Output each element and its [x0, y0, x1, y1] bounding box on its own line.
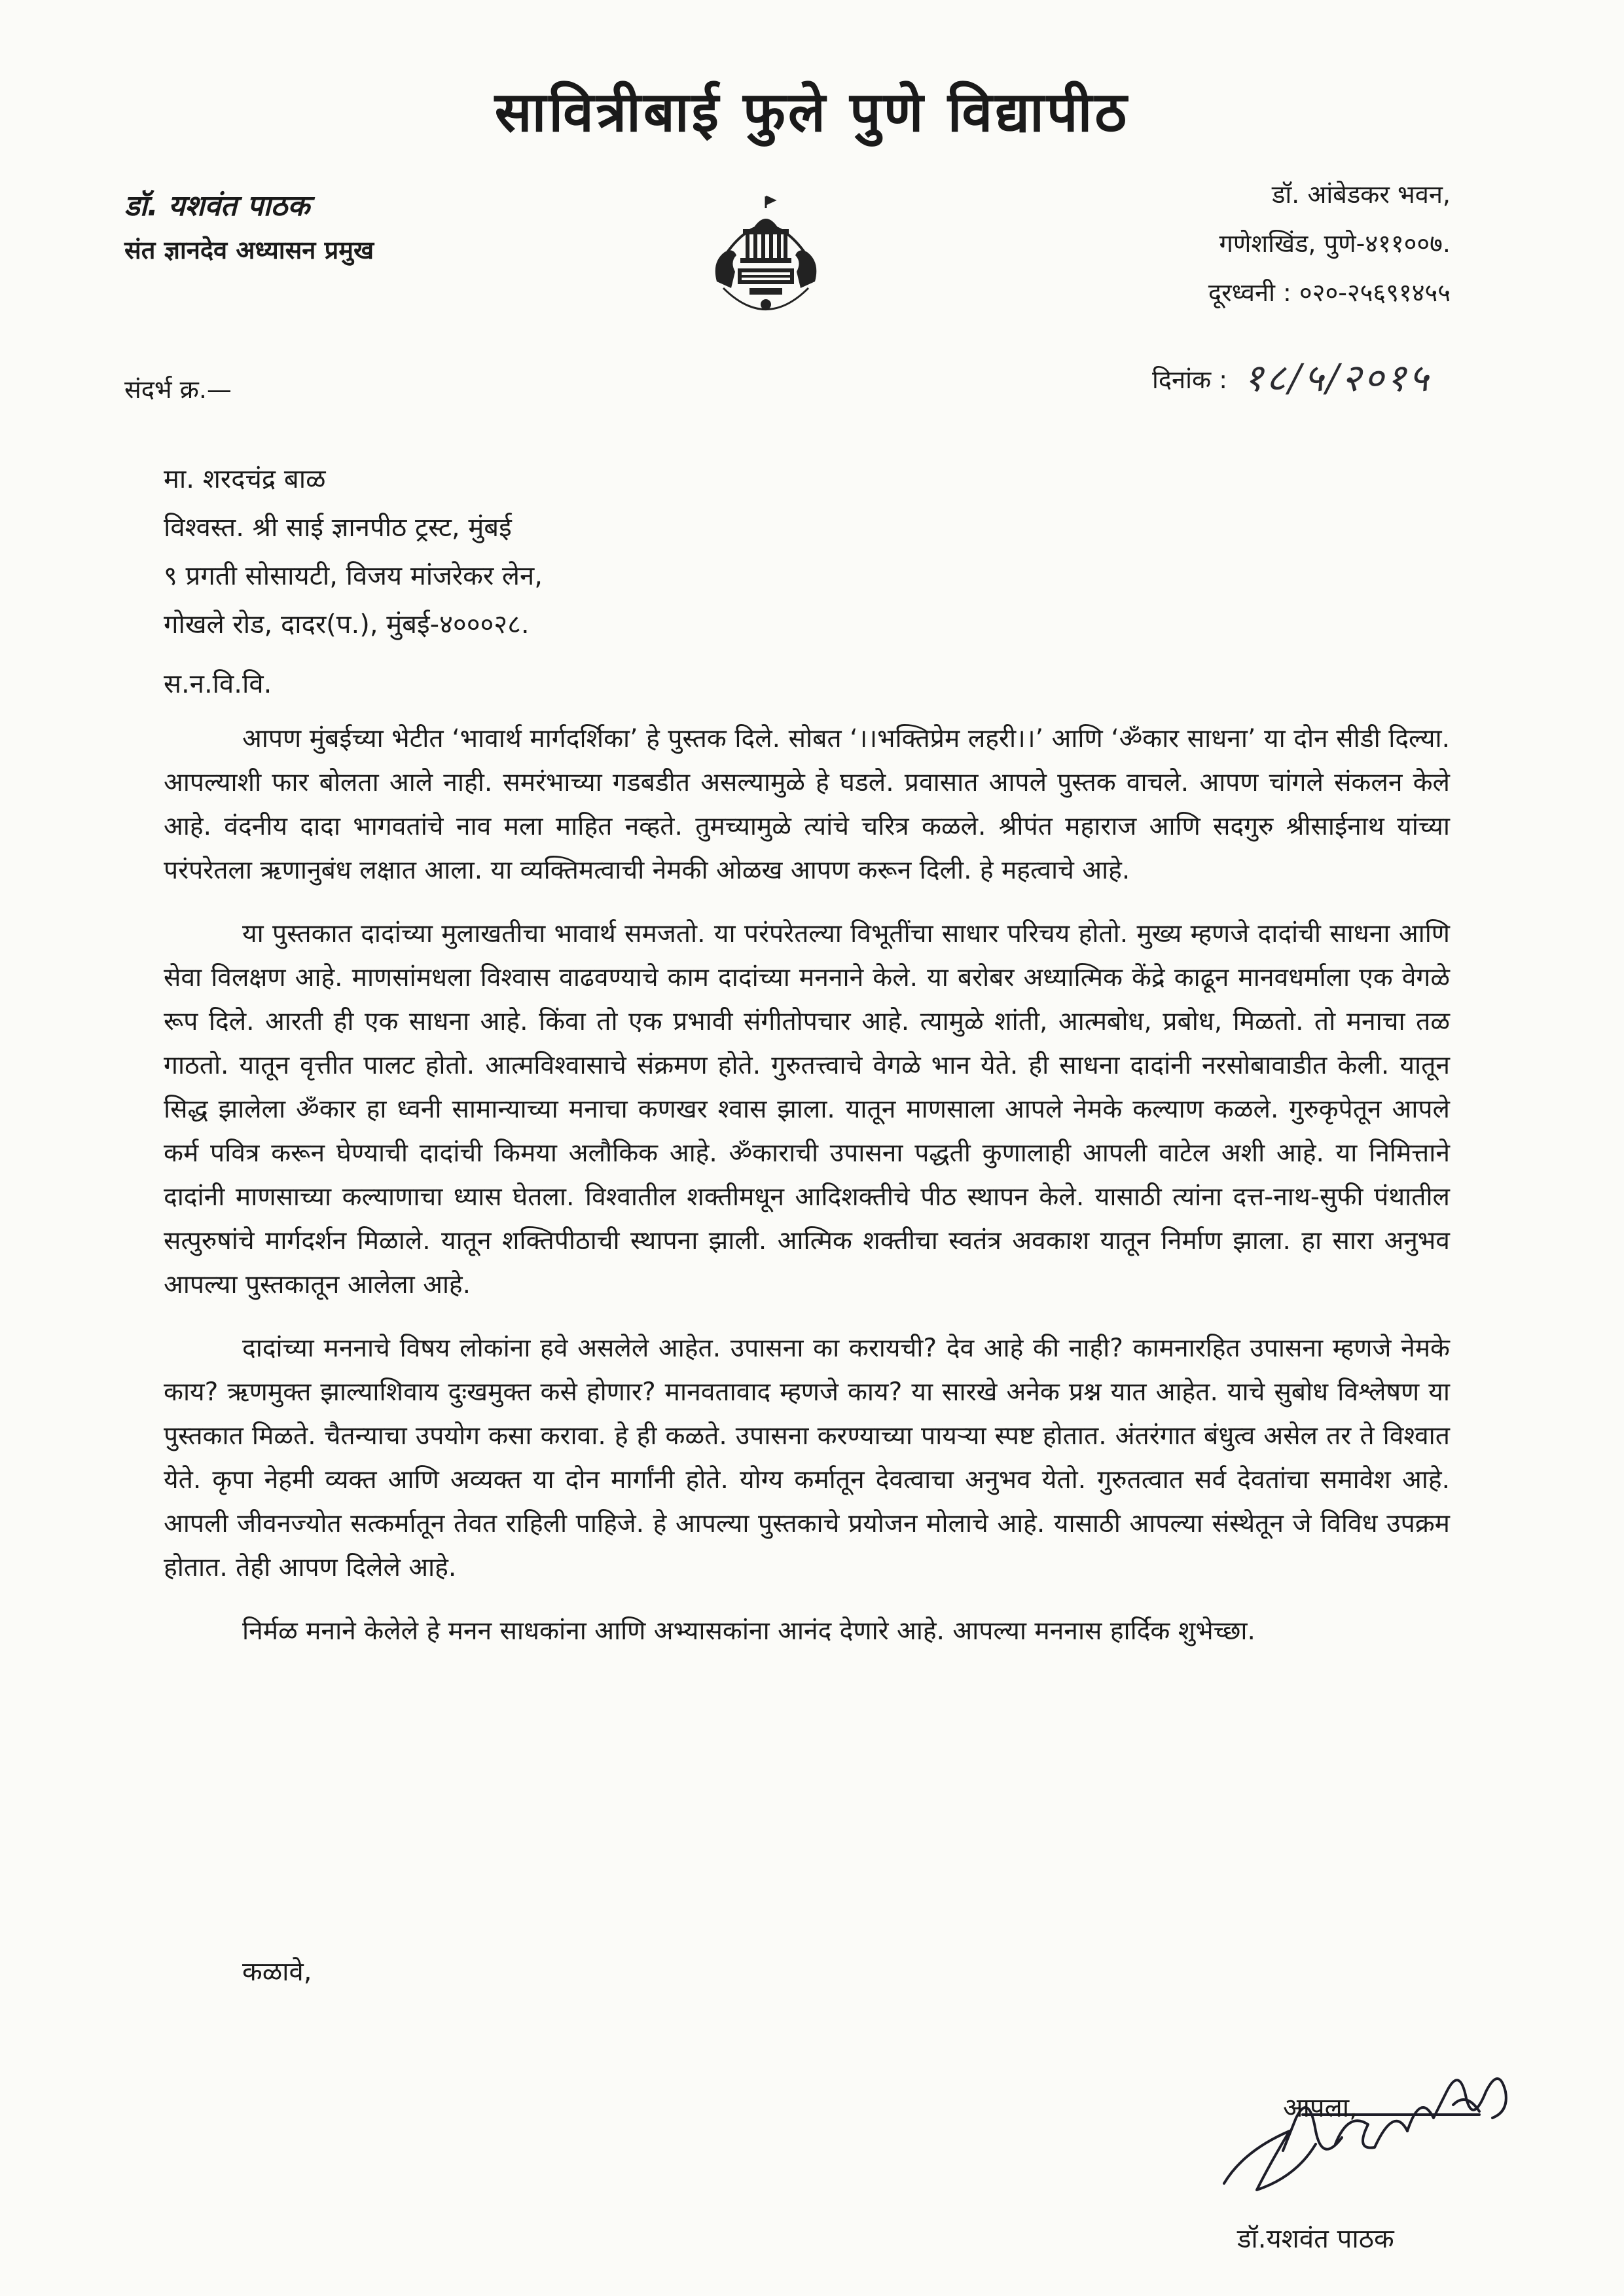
university-title: सावित्रीबाई फुले पुणे विद्यापीठ [494, 80, 1130, 144]
address-line-2: गणेशखिंड, पुणे-४११००७. [1219, 229, 1451, 258]
phone-line: दूरध्वनी : ०२०-२५६९१४५५ [1208, 278, 1451, 307]
sender-designation: संत ज्ञानदेव अध्यासन प्रमुख [124, 236, 374, 264]
address-line-1: डॉ. आंबेडकर भवन, [1271, 180, 1451, 209]
recipient-line: विश्वस्त. श्री साई ज्ञानपीठ ट्रस्ट, मुंबई [164, 513, 512, 543]
recipient-line: मा. शरदचंद्र बाळ [164, 464, 326, 494]
handwritten-signature-icon [1218, 2052, 1519, 2203]
reference-number: संदर्भ क्र.— [124, 375, 232, 404]
body-paragraph: निर्मळ मनाने केलेले हे मनन साधकांना आणि अभ्यासकांना आनंद देणारे आहे. आपल्या मननास हार्दिक शुभेच्छा. [242, 1616, 1255, 1646]
body-paragraph: आपण मुंबईच्या भेटीत ‘भावार्थ मार्गदर्शिका’ हे पुस्तक दिले. सोबत ‘।।भक्तिप्रेम लहरी।।’ आणि ‘ॐकार साधना’ या दोन सीडी दिल्या. आपल्याशी फार बोलता आले नाही. समरंभाच्या गडबडीत असल्यामुळे हे घडले. प्रवासात आपले पुस्तक वाचले. आपण चांगले संकलन केले आहे. वंदनीय दादा भागवतांचे नाव मला माहित नव्हते. तुमच्यामुळे त्यांचे चरित्र कळले. श्रीपंत महाराज आणि सदगुरु श्रीसाईनाथ यांच्या परंपरेतला ऋणानुबंध लक्षात आला. या व्यक्तिमत्वाची नेमकी ओळख आपण करून दिली. हे महत्वाचे आहे. [164, 724, 1450, 885]
recipient-line: गोखले रोड, दादर(प.), मुंबई-४०००२८. [164, 610, 530, 640]
closing-text: कळावे, [242, 1957, 312, 1987]
date-value-handwritten: १८/५/२०१५ [1244, 355, 1432, 400]
sender-name: डॉ. यशवंत पाठक [124, 189, 310, 223]
letter-body [164, 717, 1450, 1673]
recipient-line: ९ प्रगती सोसायटी, विजय मांजरेकर लेन, [164, 561, 543, 591]
date-label: दिनांक : [1152, 365, 1228, 394]
body-paragraph: दादांच्या मननाचे विषय लोकांना हवे असलेले आहेत. उपासना का करायची? देव आहे की नाही? कामनारहित उपासना म्हणजे नेमके काय? ऋणमुक्त झाल्याशिवाय दुःखमुक्त कसे होणार? मानवतावाद म्हणजे काय? या सारखे अनेक प्रश्न यात आहेत. याचे सुबोध विश्लेषण या पुस्तकात मिळते. चैतन्याचा उपयोग कसा करावा. हे ही कळते. उपासना करण्याच्या पायऱ्या स्पष्ट होतात. अंतरंगात बंधुत्व असेल तर ते विश्वात येते. कृपा नेहमी व्यक्त आणि अव्यक्त या दोन मार्गांनी होते. योग्य कर्मातून देवत्वाचा अनुभव येतो. गुरुतत्वात सर्व देवतांचा समावेश आहे. आपली जीवनज्योत सत्कर्मातून तेवत राहिली पाहिजे. हे आपल्या पुस्तकाचे प्रयोजन मोलाचे आहे. यासाठी आपल्या संस्थेतून जे विविध उपक्रम होतात. तेही आपण दिलेले आहे. [164, 1334, 1450, 1582]
signatory-name: डॉ.यशवंत पाठक [1237, 2224, 1394, 2254]
salutation: स.न.वि.वि. [164, 669, 272, 699]
body-paragraph: या पुस्तकात दादांच्या मुलाखतीचा भावार्थ समजतो. या परंपरेतल्या विभूतींचा साधार परिचय होतो. मुख्य म्हणजे दादांची साधना आणि सेवा विलक्षण आहे. माणसांमधला विश्वास वाढवण्याचे काम दादांच्या मननाने केले. या बरोबर अध्यात्मिक केंद्रे काढून मानवधर्माला एक वेगळे रूप दिले. आरती ही एक साधना आहे. किंवा तो एक प्रभावी संगीतोपचार आहे. त्यामुळे शांती, आत्मबोध, प्रबोध, मिळतो. तो मनाचा तळ गाठतो. यातून वृत्तीत पालट होतो. आत्मविश्वासाचे संक्रमण होते. गुरुतत्त्वाचे वेगळे भान येते. ही साधना दादांनी नरसोबावाडीत केली. यातून सिद्ध झालेला ॐकार हा ध्वनी सामान्याच्या मनाचा कणखर श्वास झाला. यातून माणसाला आपले नेमके कल्याण कळले. गुरुकृपेतून आपले कर्म पवित्र करून घेण्याची दादांची किमया अलौकिक आहे. ॐकाराची उपासना पद्धती कुणालाही आपली वाटेल अशी आहे. या निमित्ताने दादांनी माणसाच्या कल्याणाचा ध्यास घेतला. विश्वातील शक्तीमधून आदिशक्तीचे पीठ स्थापन केले. यासाठी त्यांना दत्त-नाथ-सुफी पंथातील सत्पुरुषांचे मार्गदर्शन मिळाले. यातून शक्तिपीठाची स्थापना झाली. आत्मिक शक्तीचा स्वतंत्र अवकाश यातून निर्माण झाला. हा सारा अनुभव आपल्या पुस्तकातून आलेला आहे. [164, 919, 1450, 1300]
university-emblem-icon [697, 190, 835, 321]
recipient-address [164, 455, 543, 649]
signoff-intro: आपला, [1283, 2093, 1358, 2123]
